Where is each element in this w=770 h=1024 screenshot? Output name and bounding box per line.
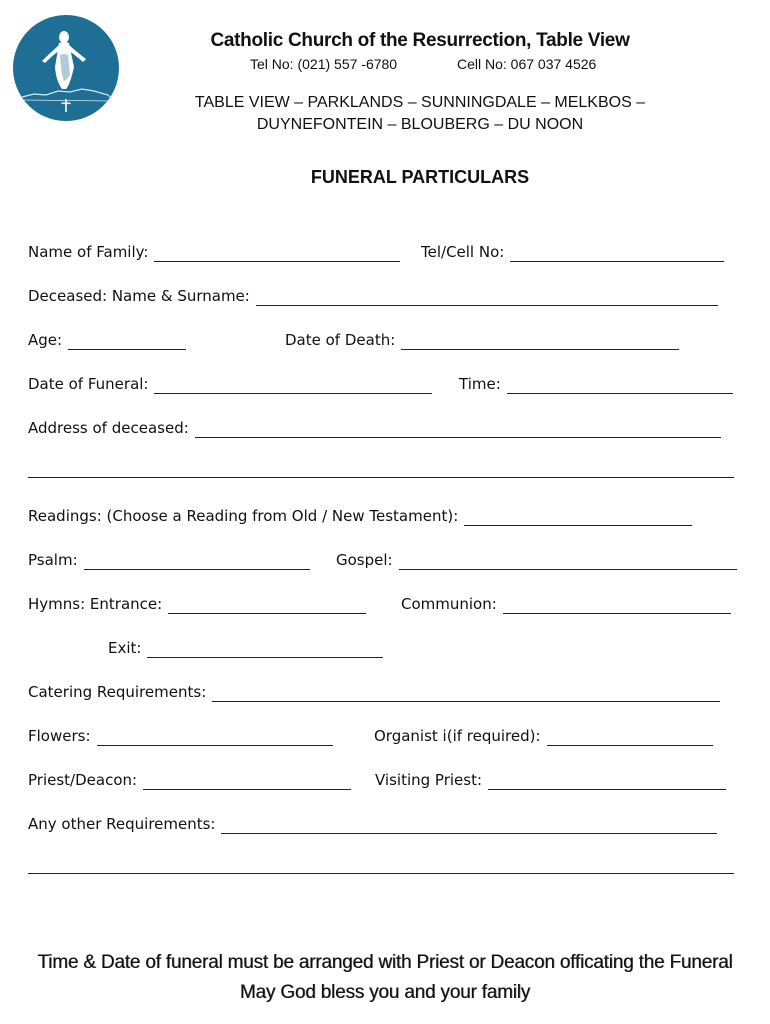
priest-deacon-field xyxy=(28,770,351,790)
parish-areas-line1: TABLE VIEW – PARKLANDS – SUNNINGDALE – MELKBOS – xyxy=(194,94,646,111)
other-continued-input[interactable] xyxy=(28,858,734,874)
entrance-hymn-field xyxy=(28,594,366,614)
visiting-priest-input[interactable] xyxy=(488,774,726,790)
communion-hymn-field xyxy=(401,594,731,614)
address-input[interactable] xyxy=(195,422,721,438)
other-continued-field xyxy=(28,858,734,874)
age-label: Age: xyxy=(28,331,63,349)
footer-blessing: May God bless you and your family xyxy=(239,982,531,1003)
date-of-funeral-field xyxy=(28,374,432,394)
catering-field xyxy=(28,682,720,702)
family-name-label: Name of Family: xyxy=(28,243,149,261)
exit-hymn-input[interactable] xyxy=(147,642,383,658)
row-deceased xyxy=(28,286,740,308)
address-label: Address of deceased: xyxy=(28,419,189,437)
risen-christ-logo-icon xyxy=(12,15,120,121)
tel-cell-label: Tel/Cell No: xyxy=(421,243,505,261)
deceased-name-input[interactable] xyxy=(256,290,718,306)
date-of-funeral-input[interactable] xyxy=(154,378,432,394)
age-field xyxy=(28,330,186,350)
other-requirements-field xyxy=(28,814,717,834)
tel-number: Tel No: (021) 557 -6780 xyxy=(250,56,398,72)
address-continued-input[interactable] xyxy=(28,462,734,478)
psalm-input[interactable] xyxy=(84,554,310,570)
entrance-hymn-label: Hymns: Entrance: xyxy=(28,595,163,613)
row-flowers xyxy=(28,726,740,748)
tel-cell-input[interactable] xyxy=(510,246,724,262)
organist-input[interactable] xyxy=(547,730,713,746)
row-age xyxy=(28,330,740,352)
address-continued-field xyxy=(28,462,734,478)
row-readings xyxy=(28,506,740,528)
other-requirements-label: Any other Requirements: xyxy=(28,815,216,833)
row-family xyxy=(28,242,740,264)
date-of-funeral-label: Date of Funeral: xyxy=(28,375,149,393)
row-priest xyxy=(28,770,740,792)
date-of-death-field xyxy=(285,330,679,350)
family-name-input[interactable] xyxy=(154,246,400,262)
date-of-death-input[interactable] xyxy=(401,334,679,350)
row-other xyxy=(28,814,740,836)
readings-label: Readings: (Choose a Reading from Old / New Testament): xyxy=(28,507,459,525)
entrance-hymn-input[interactable] xyxy=(168,598,366,614)
time-input[interactable] xyxy=(507,378,733,394)
gospel-input[interactable] xyxy=(399,554,737,570)
visiting-priest-label: Visiting Priest: xyxy=(375,771,483,789)
church-name: Catholic Church of the Resurrection, Table View xyxy=(210,30,630,51)
catering-label: Catering Requirements: xyxy=(28,683,207,701)
exit-hymn-label: Exit: xyxy=(108,639,142,657)
cell-number: Cell No: 067 037 4526 xyxy=(456,56,597,72)
organist-field xyxy=(374,726,713,746)
exit-hymn-field xyxy=(108,638,383,658)
time-label: Time: xyxy=(459,375,501,393)
priest-deacon-input[interactable] xyxy=(143,774,351,790)
flowers-input[interactable] xyxy=(97,730,333,746)
catering-input[interactable] xyxy=(212,686,720,702)
other-requirements-input[interactable] xyxy=(221,818,717,834)
row-funeral-date xyxy=(28,374,740,396)
address-field xyxy=(28,418,721,438)
gospel-field xyxy=(336,550,737,570)
priest-deacon-label: Priest/Deacon: xyxy=(28,771,138,789)
date-of-death-label: Date of Death: xyxy=(285,331,396,349)
row-address-continued xyxy=(28,462,740,484)
form-title: FUNERAL PARTICULARS xyxy=(310,167,530,187)
footer-arrangement-note: Time & Date of funeral must be arranged with Priest or Deacon officating the Funeral xyxy=(37,952,733,973)
row-address xyxy=(28,418,740,440)
communion-hymn-label: Communion: xyxy=(401,595,497,613)
readings-input[interactable] xyxy=(464,510,692,526)
time-field xyxy=(459,374,733,394)
flowers-label: Flowers: xyxy=(28,727,91,745)
organist-label: Organist i(if required): xyxy=(374,727,541,745)
row-catering xyxy=(28,682,740,704)
flowers-field xyxy=(28,726,333,746)
psalm-label: Psalm: xyxy=(28,551,78,569)
contact-numbers xyxy=(250,56,596,72)
communion-hymn-input[interactable] xyxy=(503,598,731,614)
readings-field xyxy=(28,506,692,526)
visiting-priest-field xyxy=(375,770,726,790)
row-other-continued xyxy=(28,858,740,880)
age-input[interactable] xyxy=(68,334,186,350)
row-exit-hymn xyxy=(28,638,740,660)
row-psalm xyxy=(28,550,740,572)
deceased-name-label: Deceased: Name & Surname: xyxy=(28,287,250,305)
parish-areas-line2: DUYNEFONTEIN – BLOUBERG – DU NOON xyxy=(256,116,584,133)
gospel-label: Gospel: xyxy=(336,551,393,569)
tel-cell-field xyxy=(421,242,724,262)
row-hymns xyxy=(28,594,740,616)
psalm-field xyxy=(28,550,310,570)
deceased-name-field xyxy=(28,286,718,306)
family-name-field xyxy=(28,242,400,262)
